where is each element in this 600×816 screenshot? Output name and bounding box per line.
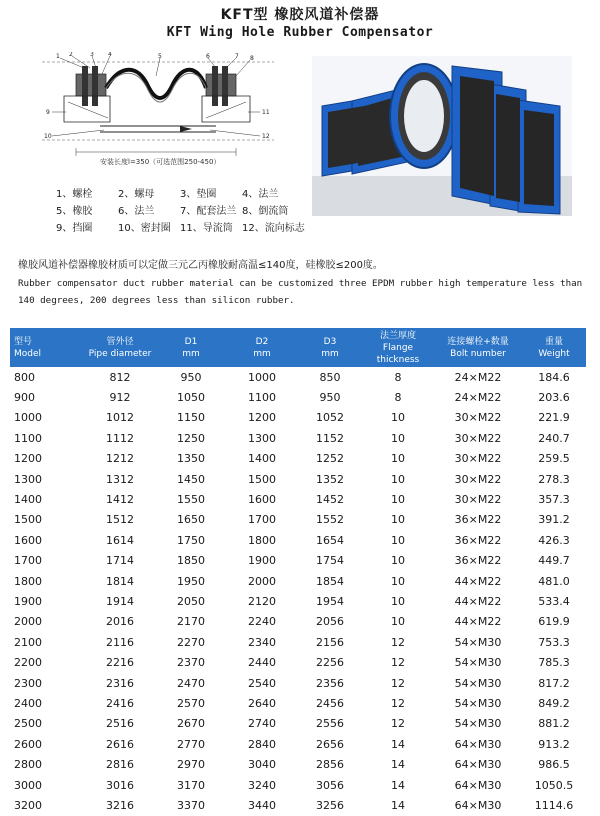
table-cell: 1750 bbox=[177, 533, 205, 547]
table-cell: 2316 bbox=[106, 676, 134, 690]
table-cell: 1500 bbox=[248, 472, 276, 486]
table-cell: 10 bbox=[391, 431, 405, 445]
product-photo bbox=[312, 56, 572, 216]
table-row bbox=[10, 408, 586, 428]
table-cell: 2256 bbox=[316, 656, 344, 670]
table-cell: 1350 bbox=[177, 452, 205, 466]
callout-label: 5 bbox=[158, 53, 162, 60]
table-cell: 24×M22 bbox=[454, 370, 502, 384]
table-cell: 1200 bbox=[14, 452, 42, 466]
page-subtitle: KFT Wing Hole Rubber Compensator bbox=[166, 25, 434, 40]
table-cell: 12 bbox=[391, 656, 405, 670]
table-cell: 10 bbox=[391, 574, 405, 588]
table-cell: 10 bbox=[391, 554, 405, 568]
table-cell: 3000 bbox=[14, 778, 42, 792]
part-label: 8、倒流筒 bbox=[242, 206, 289, 217]
table-cell: 1850 bbox=[177, 554, 205, 568]
table-cell: 1100 bbox=[14, 431, 42, 445]
table-cell: 1614 bbox=[106, 533, 134, 547]
description-en-line: 140 degrees, 200 degrees less than silicon rubber. bbox=[18, 295, 295, 306]
callout-label: 10 bbox=[44, 133, 52, 140]
table-cell: 3056 bbox=[316, 778, 344, 792]
table-cell: 203.6 bbox=[538, 391, 570, 405]
table-cell: 533.4 bbox=[538, 594, 570, 608]
table-cell: 2000 bbox=[248, 574, 276, 588]
spec-table bbox=[10, 328, 586, 816]
table-cell: 54×M30 bbox=[454, 635, 502, 649]
table-cell: 913.2 bbox=[538, 737, 570, 751]
table-cell: 12 bbox=[391, 635, 405, 649]
table-cell: 14 bbox=[391, 798, 405, 812]
parts-row bbox=[56, 184, 316, 201]
table-cell: 2856 bbox=[316, 758, 344, 772]
table-cell: 2016 bbox=[106, 615, 134, 629]
table-cell: 2570 bbox=[177, 696, 205, 710]
table-row bbox=[10, 489, 586, 509]
table-cell: 184.6 bbox=[538, 370, 570, 384]
page-title: KFT型 橡胶风道补偿器 bbox=[220, 7, 380, 23]
table-cell: 30×M22 bbox=[454, 493, 502, 507]
table-cell: 2300 bbox=[14, 676, 42, 690]
table-cell: 10 bbox=[391, 472, 405, 486]
table-row bbox=[10, 652, 586, 672]
table-cell: 1312 bbox=[106, 472, 134, 486]
column-header: D1 mm bbox=[182, 336, 200, 359]
table-cell: 619.9 bbox=[538, 615, 570, 629]
table-row bbox=[10, 673, 586, 693]
table-cell: 1914 bbox=[106, 594, 134, 608]
table-cell: 30×M22 bbox=[454, 411, 502, 425]
table-cell: 881.2 bbox=[538, 717, 570, 731]
table-cell: 2770 bbox=[177, 737, 205, 751]
table-row bbox=[10, 693, 586, 713]
table-row bbox=[10, 571, 586, 591]
part-label: 9、挡圈 bbox=[56, 223, 93, 234]
table-cell: 1050 bbox=[177, 391, 205, 405]
column-header: 法兰厚度 Flange thickness bbox=[376, 330, 420, 365]
table-cell: 3216 bbox=[106, 798, 134, 812]
table-cell: 1252 bbox=[316, 452, 344, 466]
table-cell: 12 bbox=[391, 717, 405, 731]
table-cell: 64×M30 bbox=[454, 758, 502, 772]
table-cell: 1250 bbox=[177, 431, 205, 445]
table-cell: 12 bbox=[391, 676, 405, 690]
table-cell: 1500 bbox=[14, 513, 42, 527]
table-cell: 426.3 bbox=[538, 533, 570, 547]
table-cell: 14 bbox=[391, 758, 405, 772]
table-cell: 2540 bbox=[248, 676, 276, 690]
table-cell: 812 bbox=[109, 370, 131, 384]
callout-label: 8 bbox=[250, 55, 254, 62]
table-cell: 2500 bbox=[14, 717, 42, 731]
table-cell: 1900 bbox=[14, 594, 42, 608]
table-cell: 64×M30 bbox=[454, 778, 502, 792]
description-en bbox=[18, 275, 584, 309]
table-cell: 10 bbox=[391, 513, 405, 527]
table-cell: 2816 bbox=[106, 758, 134, 772]
part-label: 12、流向标志 bbox=[242, 223, 305, 234]
table-cell: 2370 bbox=[177, 656, 205, 670]
table-cell: 2270 bbox=[177, 635, 205, 649]
table-cell: 950 bbox=[319, 391, 341, 405]
table-cell: 449.7 bbox=[538, 554, 570, 568]
table-cell: 2100 bbox=[14, 635, 42, 649]
table-cell: 1012 bbox=[106, 411, 134, 425]
table-cell: 1200 bbox=[248, 411, 276, 425]
table-row bbox=[10, 469, 586, 489]
table-cell: 10 bbox=[391, 452, 405, 466]
table-cell: 1352 bbox=[316, 472, 344, 486]
table-cell: 12 bbox=[391, 696, 405, 710]
table-cell: 1552 bbox=[316, 513, 344, 527]
table-cell: 1212 bbox=[106, 452, 134, 466]
table-cell: 1050.5 bbox=[534, 778, 574, 792]
callout-label: 11 bbox=[262, 109, 270, 116]
table-cell: 2416 bbox=[106, 696, 134, 710]
table-cell: 1400 bbox=[248, 452, 276, 466]
table-cell: 30×M22 bbox=[454, 472, 502, 486]
table-cell: 1600 bbox=[248, 493, 276, 507]
table-cell: 2240 bbox=[248, 615, 276, 629]
column-header: 管外径 Pipe diameter bbox=[88, 336, 152, 359]
table-cell: 1950 bbox=[177, 574, 205, 588]
table-cell: 1650 bbox=[177, 513, 205, 527]
column-header: 型号 Model bbox=[14, 336, 42, 359]
table-cell: 391.2 bbox=[538, 513, 570, 527]
table-cell: 54×M30 bbox=[454, 676, 502, 690]
table-cell: 3240 bbox=[248, 778, 276, 792]
table-cell: 1954 bbox=[316, 594, 344, 608]
table-cell: 912 bbox=[109, 391, 131, 405]
table-cell: 1112 bbox=[106, 431, 134, 445]
table-cell: 54×M30 bbox=[454, 717, 502, 731]
table-cell: 1400 bbox=[14, 493, 42, 507]
table-cell: 259.5 bbox=[538, 452, 570, 466]
table-cell: 2640 bbox=[248, 696, 276, 710]
callout-label: 12 bbox=[262, 133, 270, 140]
table-cell: 278.3 bbox=[538, 472, 570, 486]
table-cell: 2556 bbox=[316, 717, 344, 731]
table-row bbox=[10, 754, 586, 774]
table-row bbox=[10, 734, 586, 754]
table-cell: 1550 bbox=[177, 493, 205, 507]
table-row bbox=[10, 551, 586, 571]
table-cell: 1152 bbox=[316, 431, 344, 445]
table-cell: 2740 bbox=[248, 717, 276, 731]
part-label: 4、法兰 bbox=[242, 189, 279, 200]
table-cell: 1114.6 bbox=[534, 798, 574, 812]
table-cell: 2516 bbox=[106, 717, 134, 731]
description-cn: 橡胶风道补偿器橡胶材质可以定做三元乙丙橡胶耐高温≤140度，硅橡胶≤200度。 bbox=[18, 260, 383, 271]
table-cell: 2356 bbox=[316, 676, 344, 690]
column-header: D2 mm bbox=[253, 336, 271, 359]
table-cell: 2840 bbox=[248, 737, 276, 751]
table-cell: 10 bbox=[391, 493, 405, 507]
table-cell: 1512 bbox=[106, 513, 134, 527]
table-cell: 10 bbox=[391, 615, 405, 629]
part-label: 1、螺栓 bbox=[56, 189, 93, 200]
table-cell: 849.2 bbox=[538, 696, 570, 710]
table-cell: 900 bbox=[14, 391, 35, 405]
table-cell: 950 bbox=[180, 370, 202, 384]
table-cell: 1814 bbox=[106, 574, 134, 588]
parts-legend bbox=[56, 184, 316, 235]
parts-row bbox=[56, 218, 316, 235]
table-cell: 36×M22 bbox=[454, 513, 502, 527]
table-cell: 357.3 bbox=[538, 493, 570, 507]
table-cell: 64×M30 bbox=[454, 737, 502, 751]
table-cell: 14 bbox=[391, 778, 405, 792]
callout-label: 4 bbox=[108, 52, 112, 58]
table-body bbox=[10, 367, 586, 816]
table-cell: 1450 bbox=[177, 472, 205, 486]
table-cell: 1754 bbox=[316, 554, 344, 568]
table-cell: 1000 bbox=[248, 370, 276, 384]
table-cell: 1100 bbox=[248, 391, 276, 405]
table-cell: 1052 bbox=[316, 411, 344, 425]
table-row bbox=[10, 428, 586, 448]
table-cell: 8 bbox=[394, 370, 402, 384]
table-cell: 2670 bbox=[177, 717, 205, 731]
table-cell: 44×M22 bbox=[454, 574, 502, 588]
column-header: D3 mm bbox=[321, 336, 339, 359]
table-cell: 2970 bbox=[177, 758, 205, 772]
table-cell: 3440 bbox=[248, 798, 276, 812]
table-row bbox=[10, 775, 586, 795]
table-cell: 2000 bbox=[14, 615, 42, 629]
part-label: 2、螺母 bbox=[118, 189, 155, 200]
table-cell: 2120 bbox=[248, 594, 276, 608]
parts-row bbox=[56, 201, 316, 218]
table-cell: 54×M30 bbox=[454, 696, 502, 710]
table-cell: 1452 bbox=[316, 493, 344, 507]
part-label: 10、密封圈 bbox=[118, 223, 171, 234]
table-cell: 10 bbox=[391, 594, 405, 608]
table-cell: 2340 bbox=[248, 635, 276, 649]
table-cell: 2600 bbox=[14, 737, 42, 751]
table-cell: 986.5 bbox=[538, 758, 570, 772]
callout-label: 7 bbox=[235, 53, 239, 60]
callout-label: 9 bbox=[46, 109, 50, 116]
table-row bbox=[10, 632, 586, 652]
table-cell: 3200 bbox=[14, 798, 42, 812]
table-cell: 10 bbox=[391, 533, 405, 547]
table-cell: 1150 bbox=[177, 411, 205, 425]
table-row bbox=[10, 387, 586, 407]
table-cell: 2200 bbox=[14, 656, 42, 670]
table-cell: 481.0 bbox=[538, 574, 570, 588]
table-cell: 221.9 bbox=[538, 411, 570, 425]
install-length-note: 安装长度l=350（可选范围250-450） bbox=[100, 158, 221, 166]
table-cell: 1700 bbox=[248, 513, 276, 527]
table-cell: 2050 bbox=[177, 594, 205, 608]
callout-label: 1 bbox=[56, 53, 60, 60]
table-row bbox=[10, 714, 586, 734]
table-cell: 54×M30 bbox=[454, 656, 502, 670]
part-label: 11、导流筒 bbox=[180, 223, 233, 234]
table-cell: 44×M22 bbox=[454, 594, 502, 608]
table-cell: 30×M22 bbox=[454, 431, 502, 445]
table-cell: 1800 bbox=[248, 533, 276, 547]
table-cell: 44×M22 bbox=[454, 615, 502, 629]
table-cell: 8 bbox=[394, 391, 402, 405]
part-label: 3、垫圈 bbox=[180, 189, 217, 200]
table-cell: 30×M22 bbox=[454, 452, 502, 466]
table-cell: 1300 bbox=[248, 431, 276, 445]
cross-section-diagram bbox=[40, 52, 276, 172]
table-cell: 2616 bbox=[106, 737, 134, 751]
callout-label: 2 bbox=[69, 52, 73, 58]
table-cell: 1900 bbox=[248, 554, 276, 568]
table-cell: 2156 bbox=[316, 635, 344, 649]
table-row bbox=[10, 367, 586, 387]
table-cell: 1600 bbox=[14, 533, 42, 547]
table-row bbox=[10, 795, 586, 815]
part-label: 6、法兰 bbox=[118, 206, 155, 217]
table-cell: 2656 bbox=[316, 737, 344, 751]
table-row bbox=[10, 510, 586, 530]
table-cell: 3040 bbox=[248, 758, 276, 772]
table-cell: 1700 bbox=[14, 554, 42, 568]
table-cell: 2056 bbox=[316, 615, 344, 629]
table-cell: 24×M22 bbox=[454, 391, 502, 405]
table-cell: 1000 bbox=[14, 411, 42, 425]
table-cell: 3170 bbox=[177, 778, 205, 792]
table-cell: 14 bbox=[391, 737, 405, 751]
table-cell: 36×M22 bbox=[454, 533, 502, 547]
table-cell: 1654 bbox=[316, 533, 344, 547]
table-cell: 2116 bbox=[106, 635, 134, 649]
column-header: 重量 Weight bbox=[538, 336, 570, 359]
table-cell: 1800 bbox=[14, 574, 42, 588]
table-cell: 2470 bbox=[177, 676, 205, 690]
table-cell: 2400 bbox=[14, 696, 42, 710]
table-cell: 3016 bbox=[106, 778, 134, 792]
table-cell: 753.3 bbox=[538, 635, 570, 649]
table-cell: 817.2 bbox=[538, 676, 570, 690]
table-header bbox=[10, 328, 586, 367]
table-cell: 64×M30 bbox=[454, 798, 502, 812]
table-cell: 850 bbox=[319, 370, 341, 384]
table-cell: 3370 bbox=[177, 798, 205, 812]
table-row bbox=[10, 530, 586, 550]
table-cell: 2440 bbox=[248, 656, 276, 670]
table-cell: 1714 bbox=[106, 554, 134, 568]
table-cell: 1854 bbox=[316, 574, 344, 588]
table-cell: 785.3 bbox=[538, 656, 570, 670]
table-row bbox=[10, 591, 586, 611]
callout-label: 3 bbox=[90, 52, 94, 58]
table-cell: 2800 bbox=[14, 758, 42, 772]
table-cell: 1300 bbox=[14, 472, 42, 486]
table-row bbox=[10, 449, 586, 469]
part-label: 5、橡胶 bbox=[56, 206, 93, 217]
description-en-line: Rubber compensator duct rubber material can be customized three EPDM rubber high temperature less than bbox=[18, 278, 583, 289]
table-cell: 1412 bbox=[106, 493, 134, 507]
table-cell: 3256 bbox=[316, 798, 344, 812]
callout-label: 6 bbox=[206, 53, 210, 60]
table-row bbox=[10, 612, 586, 632]
table-cell: 800 bbox=[14, 370, 35, 384]
part-label: 7、配套法兰 bbox=[180, 206, 237, 217]
table-cell: 10 bbox=[391, 411, 405, 425]
column-header: 连接螺栓+数量 Bolt number bbox=[447, 336, 509, 359]
table-cell: 2216 bbox=[106, 656, 134, 670]
table-cell: 2456 bbox=[316, 696, 344, 710]
table-cell: 240.7 bbox=[538, 431, 570, 445]
table-cell: 2170 bbox=[177, 615, 205, 629]
table-cell: 36×M22 bbox=[454, 554, 502, 568]
